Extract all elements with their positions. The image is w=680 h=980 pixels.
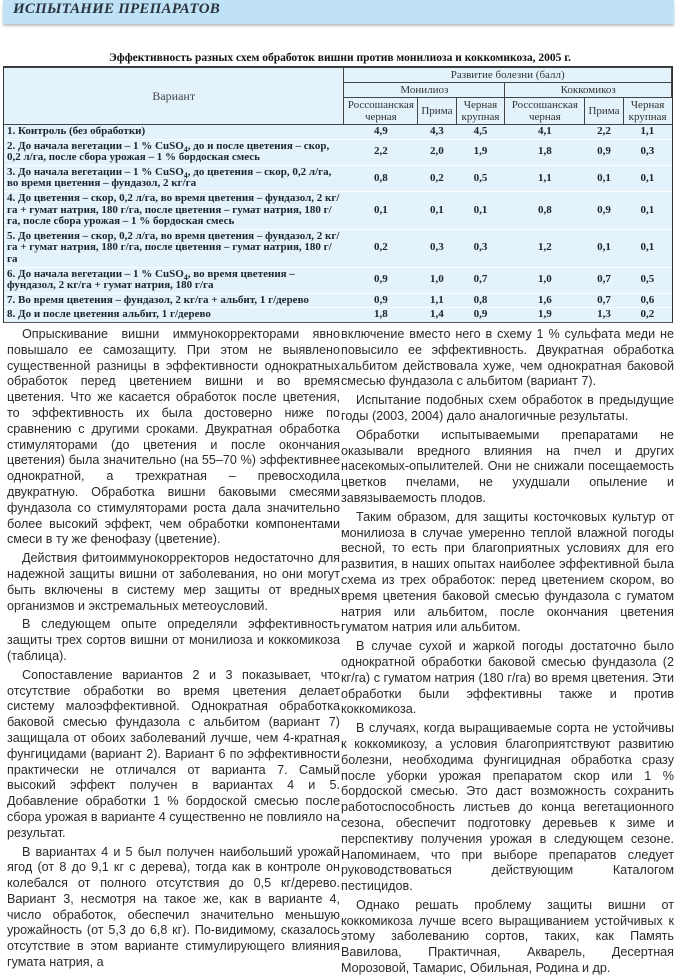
paragraph: В вариантах 4 и 5 был получен наибольший урожай ягод (от 8 до 9,1 кг с дерева), тогда как в контроле он колебался от полного отсутствия до 0,5 кг/дерево. Вариант 3, несмотря на такое же, как в варианте 4, число обработок, обеспечил значительно меньшую урожайность (от 5,3 до 6,8 кг). По-видимому, сказалось отсутствие в этом варианте стимулирующего влияния гумата натрия, а bbox=[7, 844, 340, 970]
table-body bbox=[4, 125, 672, 322]
table-row bbox=[4, 308, 672, 322]
score-cell: 1,8 bbox=[505, 139, 585, 165]
group-header-moniliosis: Монилиоз bbox=[344, 83, 505, 98]
score-cell: 4,9 bbox=[344, 125, 418, 140]
score-cell: 1,8 bbox=[373, 308, 388, 321]
score-cell: 1,4 bbox=[430, 308, 444, 321]
paragraph: Действия фитоиммунокорректоров недостаточно для надежной защиты вишни от заболевания, но они могут быть включены в систему мер защиты от вредных организмов и экстремальных метеоусловий. bbox=[7, 551, 340, 613]
disease-development-header: Развитие болезни (балл) bbox=[344, 68, 672, 83]
paragraph: Обработки испытываемыми препаратами не оказывали вредного влияния на пчел и других насекомых-опылителей. Они не снижали посещаемость цветков пчелами, не ухудшали опыление и завязываемость плодов. bbox=[341, 427, 674, 505]
score-cell: 0,1 bbox=[623, 229, 671, 267]
score-cell: 0,2 bbox=[640, 308, 655, 321]
score-cell: 2,0 bbox=[418, 139, 456, 165]
table-row bbox=[4, 229, 672, 267]
score-cell: 2,2 bbox=[585, 125, 623, 140]
table-row bbox=[4, 125, 672, 140]
score-cell: 0,9 bbox=[344, 267, 418, 293]
subscript: 4 bbox=[183, 272, 188, 282]
score-cell: 0,7 bbox=[585, 293, 623, 308]
score-cell: 0,1 bbox=[344, 191, 418, 229]
subheader-chernaya-krupnaya: Черная крупная bbox=[623, 98, 671, 125]
score-cell: 0,1 bbox=[585, 229, 623, 267]
score-cell: 0,1 bbox=[585, 165, 623, 191]
variant-cell: 5. До цветения – скор, 0,2 л/га, во время цветения – фундазол, 2 кг/га + гумат натрия, 180 г/га, после цветения – гумат натрия, 180 г/га bbox=[4, 229, 344, 267]
table-row bbox=[4, 165, 672, 191]
variant-text: 2. До начала вегетации – 1 % CuSO bbox=[7, 139, 184, 152]
table-row bbox=[4, 293, 672, 308]
score-cell: 4,5 bbox=[456, 125, 505, 140]
variant-cell bbox=[4, 165, 344, 191]
score-cell: 2,2 bbox=[344, 139, 418, 165]
score-cell: 1,6 bbox=[505, 293, 585, 308]
score-cell: 0,3 bbox=[456, 229, 505, 267]
score-cell: 0,9 bbox=[585, 139, 623, 165]
variant-text: 6. До начала вегетации – 1 % CuSO bbox=[7, 267, 184, 280]
score-cell: 0,9 bbox=[344, 293, 418, 308]
paragraph: Таким образом, для защиты косточковых культур от монилиоза в случае умеренно теплой влажной погоды весной, то есть при благоприятных условиях для его развития, в наших опытах наиболее эффективной была схема из трех обработок: перед цветением скором, во время цветения баковой смесью фундазола с гуматом натрия или альбитом, после окончания цветения гуматом натрия или альбитом. bbox=[341, 509, 674, 635]
section-title: ИСПЫТАНИЕ ПРЕПАРАТОВ bbox=[13, 1, 220, 17]
subheader-rossoshanskaya: Россошанская черная bbox=[344, 98, 418, 125]
score-cell: 4,1 bbox=[505, 125, 585, 140]
variant-text: , во время цветения – фундазол, 2 кг/га + гумат натрия, 180 г/га bbox=[7, 267, 295, 292]
table-row bbox=[4, 191, 672, 229]
table-caption: Эффективность разных схем обработок вишни против монилиоза и коккомикоза, 2005 г. bbox=[108, 52, 572, 64]
table-row bbox=[4, 267, 672, 293]
variant-cell bbox=[4, 267, 344, 293]
score-cell: 0,2 bbox=[344, 229, 418, 267]
variant-cell: 7. Во время цветения – фундазол, 2 кг/га + альбит, 1 г/дерево bbox=[4, 293, 344, 308]
subheader-prima: Прима bbox=[418, 98, 456, 125]
score-cell: 0,8 bbox=[505, 191, 585, 229]
score-cell: 4,3 bbox=[418, 125, 456, 140]
score-cell: 1,0 bbox=[505, 267, 585, 293]
score-cell: 0,3 bbox=[623, 139, 671, 165]
variant-cell bbox=[4, 139, 344, 165]
score-cell: 0,9 bbox=[473, 308, 488, 321]
subscript: 4 bbox=[183, 144, 188, 154]
paragraph: Испытание подобных схем обработок в предыдущие годы (2003, 2004) дало аналогичные результаты. bbox=[341, 393, 674, 423]
score-cell: 0,7 bbox=[456, 267, 505, 293]
right-text-column bbox=[341, 327, 674, 980]
paragraph: В следующем опыте определяли эффективность защиты трех сортов вишни от монилиоза и коккомикоза (таблица). bbox=[7, 617, 340, 663]
paragraph: Опрыскивание вишни иммунокорректорами явно повышало ее самозащиту. При этом не выявлено существенной разницы в эффективности однократных обработок перед цветением вишни и во время цветения. Что же касается обработок после цветения, то эффективность их была достоверно ниже по сравнению с другими сроками. Двукратная обработка стимуляторами (до цветения и после окончания цветения) была значительно (на 55–70 %) эффективнее однократной, а трехкратная – превосходила двукратную. Обработка вишни баковыми смесями фундазола со стимуляторами роста дала значительно более высокий эффект, чем обработки компонентами смеси в ту же фенофазу (цветение). bbox=[7, 327, 340, 547]
score-cell: 0,1 bbox=[623, 165, 671, 191]
score-cell: 0,7 bbox=[585, 267, 623, 293]
variant-cell: 4. До цветения – скор, 0,2 л/га, во время цветения – фундазол, 2 кг/га + гумат натрия, 180 г/га, после цветения – гумат натрия, 180 г/га, после сбора урожая – 1 % бордоская смесь bbox=[4, 191, 344, 229]
variant-cell: 8. До и после цветения альбит, 1 г/дерево bbox=[7, 308, 211, 321]
score-cell: 0,8 bbox=[456, 293, 505, 308]
score-cell: 0,3 bbox=[418, 229, 456, 267]
table-row bbox=[4, 139, 672, 165]
paragraph: Однако решать проблему защиты вишни от коккомикоза лучше всего выращиванием устойчивых к этому заболеванию сортов, таких, как Память Вавилова, Практичная, Акварель, Десертная Морозовой, Тамарис, Обильная, Родина и др. bbox=[341, 897, 674, 976]
paragraph: В случаях, когда выращиваемые сорта не устойчивы к коккомикозу, а условия благоприятствуют развитию болезни, необходима фунгицидная обработка сразу после уборки урожая препаратом скор или 1 % бордоской смесью. Это даст возможность сохранить работоспособность листьев до конца вегетационного сезона, обеспечит подготовку деревьев к зиме и перспективу получения урожая в следующем сезоне. Напоминаем, что при выборе препаратов следует руководствоваться действующим Каталогом пестицидов. bbox=[341, 721, 674, 894]
score-cell: 1,9 bbox=[456, 139, 505, 165]
subheader-rossoshanskaya: Россошанская черная bbox=[505, 98, 585, 125]
score-cell: 0,1 bbox=[623, 191, 671, 229]
paragraph: Сопоставление вариантов 2 и 3 показывает, что отсутствие обработки во время цветения делает систему малоэффективной. Однократная обработка баковой смесью фундазола с альбитом (вариант 7) защищала от обоих заболеваний лучше, чем 4-кратная фунгицидами (вариант 2). Вариант 6 по эффективности практически не отличался от варианта 7. Самый высокий эффект получен в вариантах 4 и 5. Добавление обработки 1 % бордоской смесью после сбора урожая в варианте 4 существенно не повлияло на результат. bbox=[7, 667, 340, 840]
variant-text: 3. До начала вегетации – 1 % CuSO bbox=[7, 165, 184, 178]
score-cell: 1,1 bbox=[623, 125, 671, 140]
score-cell: 1,9 bbox=[537, 308, 552, 321]
variant-column-header: Вариант bbox=[4, 68, 344, 125]
left-text-column bbox=[7, 327, 340, 974]
section-header bbox=[3, 0, 674, 24]
score-cell: 0,1 bbox=[456, 191, 505, 229]
paragraph-continuation: включение вместо него в схему 1 % сульфата меди не повысило ее эффективность. Двукратная обработка альбитом действовала хуже, чем однократная баковой смесью фундазола с альбитом (вариант 7). bbox=[341, 327, 674, 389]
variant-text: , до и после цветения – скор, 0,2 л/га, после сбора урожая – 1 % бордоская смесь bbox=[7, 139, 330, 164]
score-cell: 0,5 bbox=[456, 165, 505, 191]
score-cell: 0,2 bbox=[418, 165, 456, 191]
score-cell: 0,8 bbox=[344, 165, 418, 191]
score-cell: 1,2 bbox=[505, 229, 585, 267]
score-cell: 0,9 bbox=[585, 191, 623, 229]
score-cell: 1,1 bbox=[418, 293, 456, 308]
score-cell: 1,0 bbox=[418, 267, 456, 293]
results-table bbox=[3, 66, 673, 323]
variant-text: , до цветения – скор, 0,2 л/га, во время цветения – фундазол, 2 кг/га bbox=[7, 165, 332, 190]
subheader-chernaya-krupnaya: Черная крупная bbox=[456, 98, 505, 125]
score-cell: 0,6 bbox=[623, 293, 671, 308]
score-cell: 1,3 bbox=[597, 308, 611, 321]
score-cell: 0,1 bbox=[418, 191, 456, 229]
group-header-coccomycosis: Коккомикоз bbox=[505, 83, 672, 98]
subscript: 4 bbox=[183, 170, 188, 180]
score-cell: 0,5 bbox=[623, 267, 671, 293]
score-cell: 1,1 bbox=[505, 165, 585, 191]
subheader-prima: Прима bbox=[585, 98, 623, 125]
variant-cell: 1. Контроль (без обработки) bbox=[4, 125, 344, 140]
paragraph: В случае сухой и жаркой погоды достаточно было однократной обработки баковой смесью фундазола (2 кг/га) с гуматом натрия (180 г/га) во время цветения. Эти обработки были эффективны также и против коккомикоза. bbox=[341, 639, 674, 717]
